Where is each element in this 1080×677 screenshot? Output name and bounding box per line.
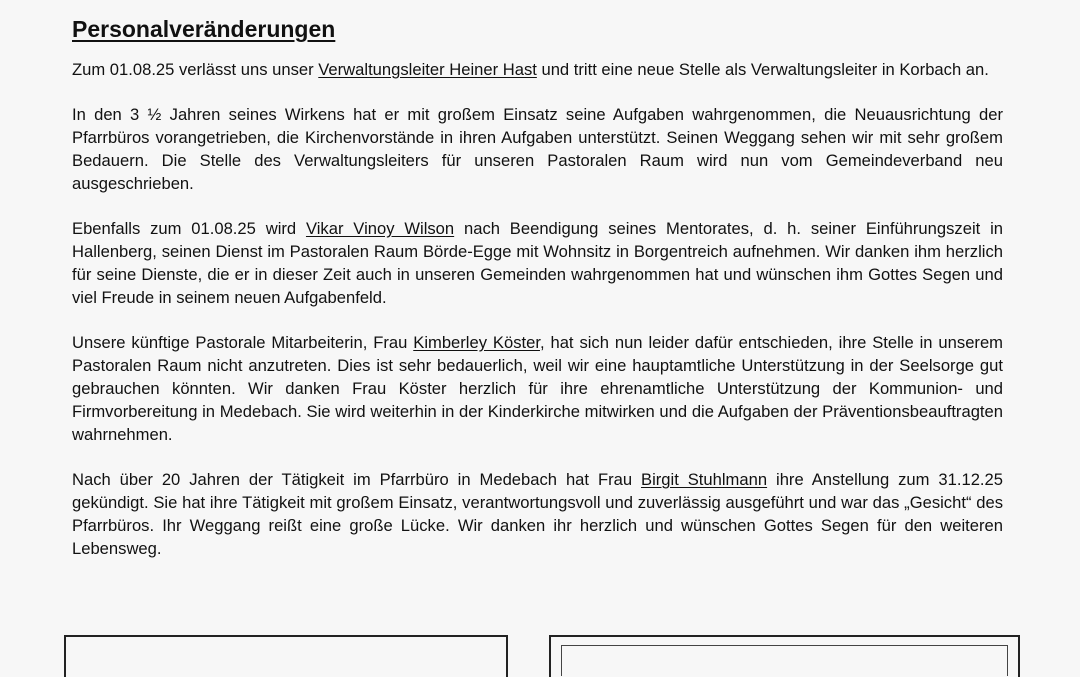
paragraph-verwaltungsleiter [72,58,1003,81]
paragraph-text: nach Beendigung seines Mentorates, d. h. seiner Einführungszeit in Hallenberg, seinen Dienst im Pastoralen Raum Börde-Egge mit Wohnsitz in Borgentreich aufnehmen. Wir danken ihm herzlich für seine Dienste, die er in dieser Zeit auch in unseren Gemeinden wahrgenommen hat und wünschen ihm Gottes Segen und viel Freude in seinem neuen Aufgabenfeld. [72,219,1003,307]
bottom-right-box [549,635,1020,677]
paragraph-text: und tritt eine neue Stelle als Verwaltungsleiter in Korbach an. [536,60,989,79]
bottom-right-inner-frame [561,645,1008,676]
paragraph-vikar [72,217,1003,309]
person-name: Birgit Stuhlmann [641,470,768,489]
page-title: Personalveränderungen [72,16,336,42]
person-name: Vikar Vinoy Wilson [305,219,455,238]
paragraph-wirken: In den 3 ½ Jahren seines Wirkens hat er mit großem Einsatz seine Aufgaben wahrgenommen, die Neuausrichtung der Pfarrbüros vorangetrieben, die Kirchenvorstände in ihren Aufgaben unterstützt. Seinen Weggang sehen wir mit sehr großem Bedauern. Die Stelle des Verwaltungsleiters für unseren Pastoralen Raum wird nun vom Gemeindeverband neu ausgeschrieben. [72,105,1003,193]
paragraph-text: Nach über 20 Jahren der Tätigkeit im Pfarrbüro in Medebach hat Frau [72,470,641,489]
paragraph-text: , hat sich nun leider dafür entschieden, ihre Stelle in unserem Pastoralen Raum nicht anzutreten. Dies ist sehr bedauerlich, weil wir eine hauptamtliche Unterstützung in der Seelsorge gut gebrauchen könnten. Wir danken Frau Köster herzlich für ihre ehrenamtliche Unterstützung der Kommunion- und Firmvorbereitung in Medebach. Sie wird weiterhin in der Kinderkirche mitwirken und die Aufgaben der Präventionsbeauftragten wahrnehmen. [72,333,1003,444]
paragraph-text: ihre Anstellung zum 31.12.25 gekündigt. Sie hat ihre Tätigkeit mit großem Einsatz, verantwortungsvoll und zuverlässig ausgeführt und war das „Gesicht“ des Pfarrbüros. Ihr Weggang reißt eine große Lücke. Wir danken ihr herzlich und wünschen Gottes Segen für den weiteren Lebensweg. [72,470,1003,558]
paragraph-pfarrbuero [72,468,1003,560]
person-name: Kimberley Köster [413,333,540,352]
paragraph-text: Unsere künftige Pastorale Mitarbeiterin, Frau [72,333,414,352]
paragraph-mitarbeiterin [72,331,1003,446]
person-name: Verwaltungsleiter Heiner Hast [318,60,537,79]
bottom-left-box [64,635,508,677]
article [72,14,1003,582]
paragraph-text: Ebenfalls zum 01.08.25 wird [72,219,306,238]
paragraph-text: Zum 01.08.25 verlässt uns unser [72,60,319,79]
